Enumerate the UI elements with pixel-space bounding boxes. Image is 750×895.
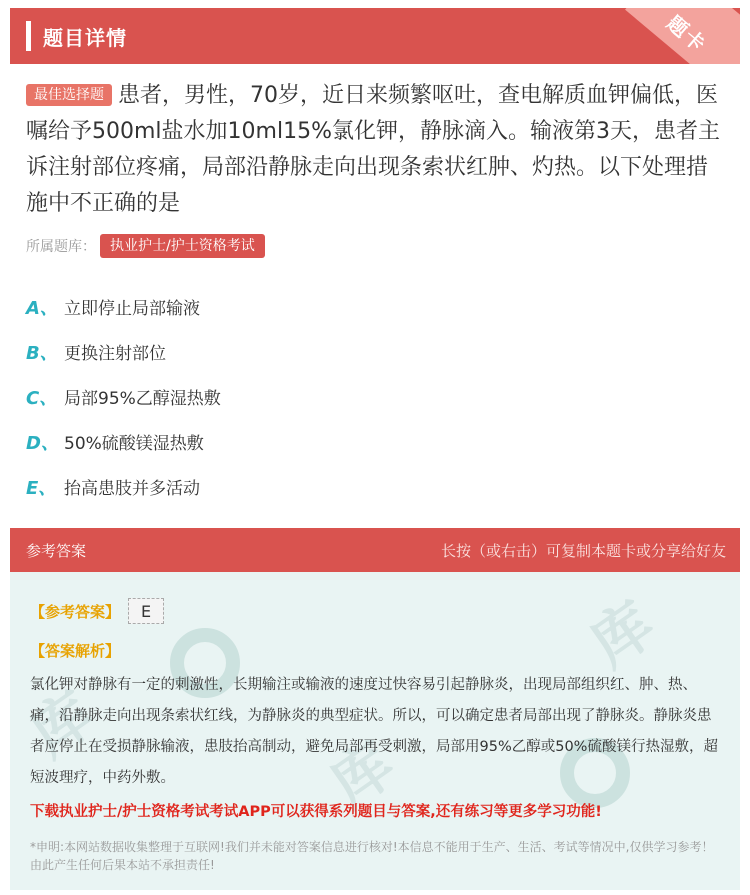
watermark-glyph: 库 [18, 679, 108, 771]
option-text: 抬高患肢并多活动 [64, 479, 200, 499]
option-letter: E、 [26, 477, 57, 499]
question-type-badge: 最佳选择题 [26, 84, 112, 106]
reference-answer-value: E [128, 598, 164, 624]
option-text: 50%硫酸镁湿热敷 [64, 434, 204, 454]
analysis-text: 氯化钾对静脉有一定的刺激性，长期输注或输液的速度过快容易引起静脉炎，出现局部组织红、肿、热、痛，沿静脉走向出现条索状红线，为静脉炎的典型症状。所以，可以确定患者局部出现了静脉炎。静脉炎患者应停止在受损静脉输液，患肢抬高制动，避免局部再受刺激，局部用95%乙醇或50%硫酸镁行热湿敷，超短波理疗，中药外敷。 [30, 677, 718, 786]
page-header [10, 8, 740, 64]
option-letter: D、 [26, 432, 59, 454]
option-letter: A、 [26, 297, 58, 319]
option-list [26, 284, 726, 509]
disclaimer-text: *申明:本网站数据收集整理于互联网!我们并未能对答案信息进行核对!本信息不能用于生产、生活、考试等情况中,仅供学习参考！由此产生任何后果本站不承担责任! [30, 840, 714, 872]
option-letter: C、 [26, 387, 58, 409]
question-stem [26, 78, 726, 222]
option-e[interactable] [26, 464, 726, 509]
option-text: 立即停止局部输液 [64, 299, 200, 319]
watermark-glyph: 库 [318, 729, 408, 821]
question-source [26, 234, 265, 258]
option-letter: B、 [26, 342, 58, 364]
source-label: 所属题库： [26, 239, 96, 255]
reference-answer [30, 598, 164, 624]
header-accent-bar [26, 21, 31, 51]
page-title: 题目详情 [43, 25, 127, 50]
corner-label: 题卡 [662, 10, 712, 57]
source-bank-tag[interactable]: 执业护士/护士资格考试 [100, 234, 265, 258]
app-download-promo[interactable]: 下载执业护士/护士资格考试考试APP可以获得系列题目与答案,还有练习等更多学习功能! [30, 804, 602, 820]
option-c[interactable] [26, 374, 726, 419]
option-a[interactable] [26, 284, 726, 329]
reference-answer-label: 【参考答案】 [30, 602, 121, 621]
option-d[interactable] [26, 419, 726, 464]
answer-section [10, 528, 740, 890]
answer-header [10, 528, 740, 572]
answer-section-title: 参考答案 [26, 541, 87, 560]
option-text: 局部95%乙醇湿热敷 [64, 389, 221, 409]
option-b[interactable] [26, 329, 726, 374]
option-text: 更换注射部位 [64, 344, 166, 364]
watermark-glyph: 库 [578, 589, 668, 681]
question-text: 患者，男性，70岁，近日来频繁呕吐，查电解质血钾偏低，医嘱给予500ml盐水加10ml15%氯化钾，静脉滴入。输液第3天，患者主诉注射部位疼痛，局部沿静脉走向出现条索状红肿、灼热。以下处理措施中不正确的是 [26, 83, 720, 216]
share-hint: 长按（或右击）可复制本题卡或分享给好友 [440, 541, 726, 560]
analysis-label: 【答案解析】 [30, 642, 121, 660]
card-corner-ribbon [625, 8, 740, 64]
